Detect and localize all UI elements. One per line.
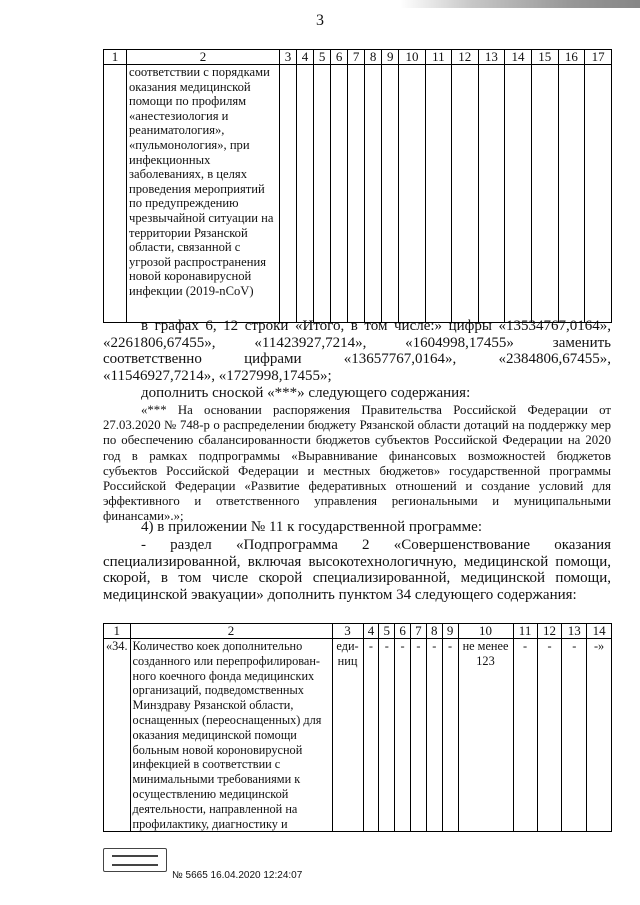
col-header: 4 <box>297 50 314 65</box>
value-cell: - <box>513 639 537 832</box>
col-header: 7 <box>411 624 427 639</box>
value-cell: - <box>411 639 427 832</box>
table-cell <box>297 65 314 323</box>
col-header: 5 <box>379 624 395 639</box>
scan-artifact <box>400 0 640 8</box>
table-cell <box>348 65 365 323</box>
row-description: соответствии с порядками оказания медицинской помощи по профилям «анестезиология и реаниматология», «пульмонология», при инфекционных заболеваниях, в целях проведения мероприятий по предупреждению чрезвычайной ситуации на территории Рязанской области, связанной с угрозой распространения новой коронавирусной инфекции (2019-nCoV) <box>127 65 280 323</box>
subprogram-table <box>103 623 612 832</box>
col-header: 11 <box>425 50 451 65</box>
col-header: 3 <box>332 624 363 639</box>
col-header: 1 <box>104 624 131 639</box>
table-cell <box>425 65 451 323</box>
col-header: 5 <box>314 50 331 65</box>
table-cell <box>104 65 127 323</box>
table-cell <box>585 65 612 323</box>
value-cell: - <box>562 639 587 832</box>
value-cell: - <box>426 639 442 832</box>
col-header: 9 <box>442 624 458 639</box>
table-header-row <box>104 624 612 639</box>
col-header: 15 <box>531 50 558 65</box>
col-header: 6 <box>331 50 348 65</box>
col-header: 2 <box>130 624 332 639</box>
value-cell: - <box>442 639 458 832</box>
col-header: 12 <box>537 624 562 639</box>
col-header: 3 <box>280 50 297 65</box>
table-header-row <box>104 50 612 65</box>
value-cell: не менее 123 <box>458 639 513 832</box>
paragraph-line: в графах 6, 12 строки «Итого, в том числе:» цифры «13534767,0164», <box>141 318 611 334</box>
unit-cell: еди-ниц <box>332 639 363 832</box>
table-cell <box>280 65 297 323</box>
table-cell <box>331 65 348 323</box>
table-cell <box>382 65 399 323</box>
table-row <box>104 639 612 832</box>
table-cell <box>451 65 478 323</box>
col-header: 8 <box>365 50 382 65</box>
paragraph-line: «11546927,7214», «1727998,17455»; <box>103 367 332 384</box>
col-header: 11 <box>513 624 537 639</box>
page-number: 3 <box>316 12 324 29</box>
table-cell <box>531 65 558 323</box>
table-cell <box>365 65 382 323</box>
table-cell <box>399 65 426 323</box>
table-cell <box>505 65 532 323</box>
col-header: 14 <box>587 624 612 639</box>
col-header: 10 <box>458 624 513 639</box>
col-header: 16 <box>558 50 585 65</box>
col-header: 12 <box>451 50 478 65</box>
value-cell: - <box>379 639 395 832</box>
document-registration-number: № 5665 16.04.2020 12:24:07 <box>172 870 303 881</box>
value-cell: -» <box>587 639 612 832</box>
col-header: 17 <box>585 50 612 65</box>
col-header: 13 <box>562 624 587 639</box>
col-header: 8 <box>426 624 442 639</box>
col-header: 7 <box>348 50 365 65</box>
col-header: 14 <box>505 50 532 65</box>
table-cell <box>314 65 331 323</box>
section-item-4: 4) в приложении № 11 к государственной программе: <box>141 519 482 535</box>
value-cell: - <box>363 639 379 832</box>
col-header: 1 <box>104 50 127 65</box>
row-number: «34. <box>104 639 131 832</box>
table-row <box>104 65 612 323</box>
col-header: 2 <box>127 50 280 65</box>
paragraph-line: соответственно цифрами «13657767,0164», «2384806,67455», <box>103 351 611 367</box>
col-header: 4 <box>363 624 379 639</box>
col-header: 10 <box>399 50 426 65</box>
table-cell <box>478 65 505 323</box>
paragraph-line: «2261806,67455», «11423927,7214», «1604998,17455» заменить <box>103 334 611 351</box>
registry-stamp-logo <box>103 848 167 872</box>
section-instruction: - раздел «Подпрограмма 2 «Совершенствование оказания специализированной, включая высокотехнологичную, медицинской помощи, скорой, в том числе скорой специализированной, медицинской помощи, медицинской эвакуации» дополнить пунктом 34 следующего содержания: <box>103 537 611 603</box>
row-description: Количество коек дополнительно созданного или перепрофилирован-ного коечного фонда медицинских организаций, подведомственных Минздраву Рязанской области, оснащенных (переоснащенных) для оказания медицинской помощи больным новой короновирусной инфекцией в соответствии с минимальными требованиями к осуществлению медицинской деятельности, направленной на профилактику, диагностику и <box>130 639 332 832</box>
program-table-continued <box>103 49 612 323</box>
footnote-text: «*** На основании распоряжения Правительства Российской Федерации от 27.03.2020 № 748-р о распределении бюджету Рязанской области дотаций на поддержку мер по обеспечению сбалансированности бюджетов субъектов Российской Федерации на 2020 год в рамках подпрограммы «Выравнивание финансовых возможностей бюджетов субъектов Российской Федерации и местных бюджетов» государственной программы Российской Федерации «Развитие федеративных отношений и создание условий для эффективного и ответственного управления региональными и муниципальными финансами».»; <box>103 403 611 524</box>
col-header: 13 <box>478 50 505 65</box>
footnote-intro: дополнить сноской «***» следующего содержания: <box>141 385 471 401</box>
value-cell: - <box>537 639 562 832</box>
value-cell: - <box>395 639 411 832</box>
replacement-paragraph <box>103 318 611 384</box>
col-header: 9 <box>382 50 399 65</box>
table-cell <box>558 65 585 323</box>
col-header: 6 <box>395 624 411 639</box>
